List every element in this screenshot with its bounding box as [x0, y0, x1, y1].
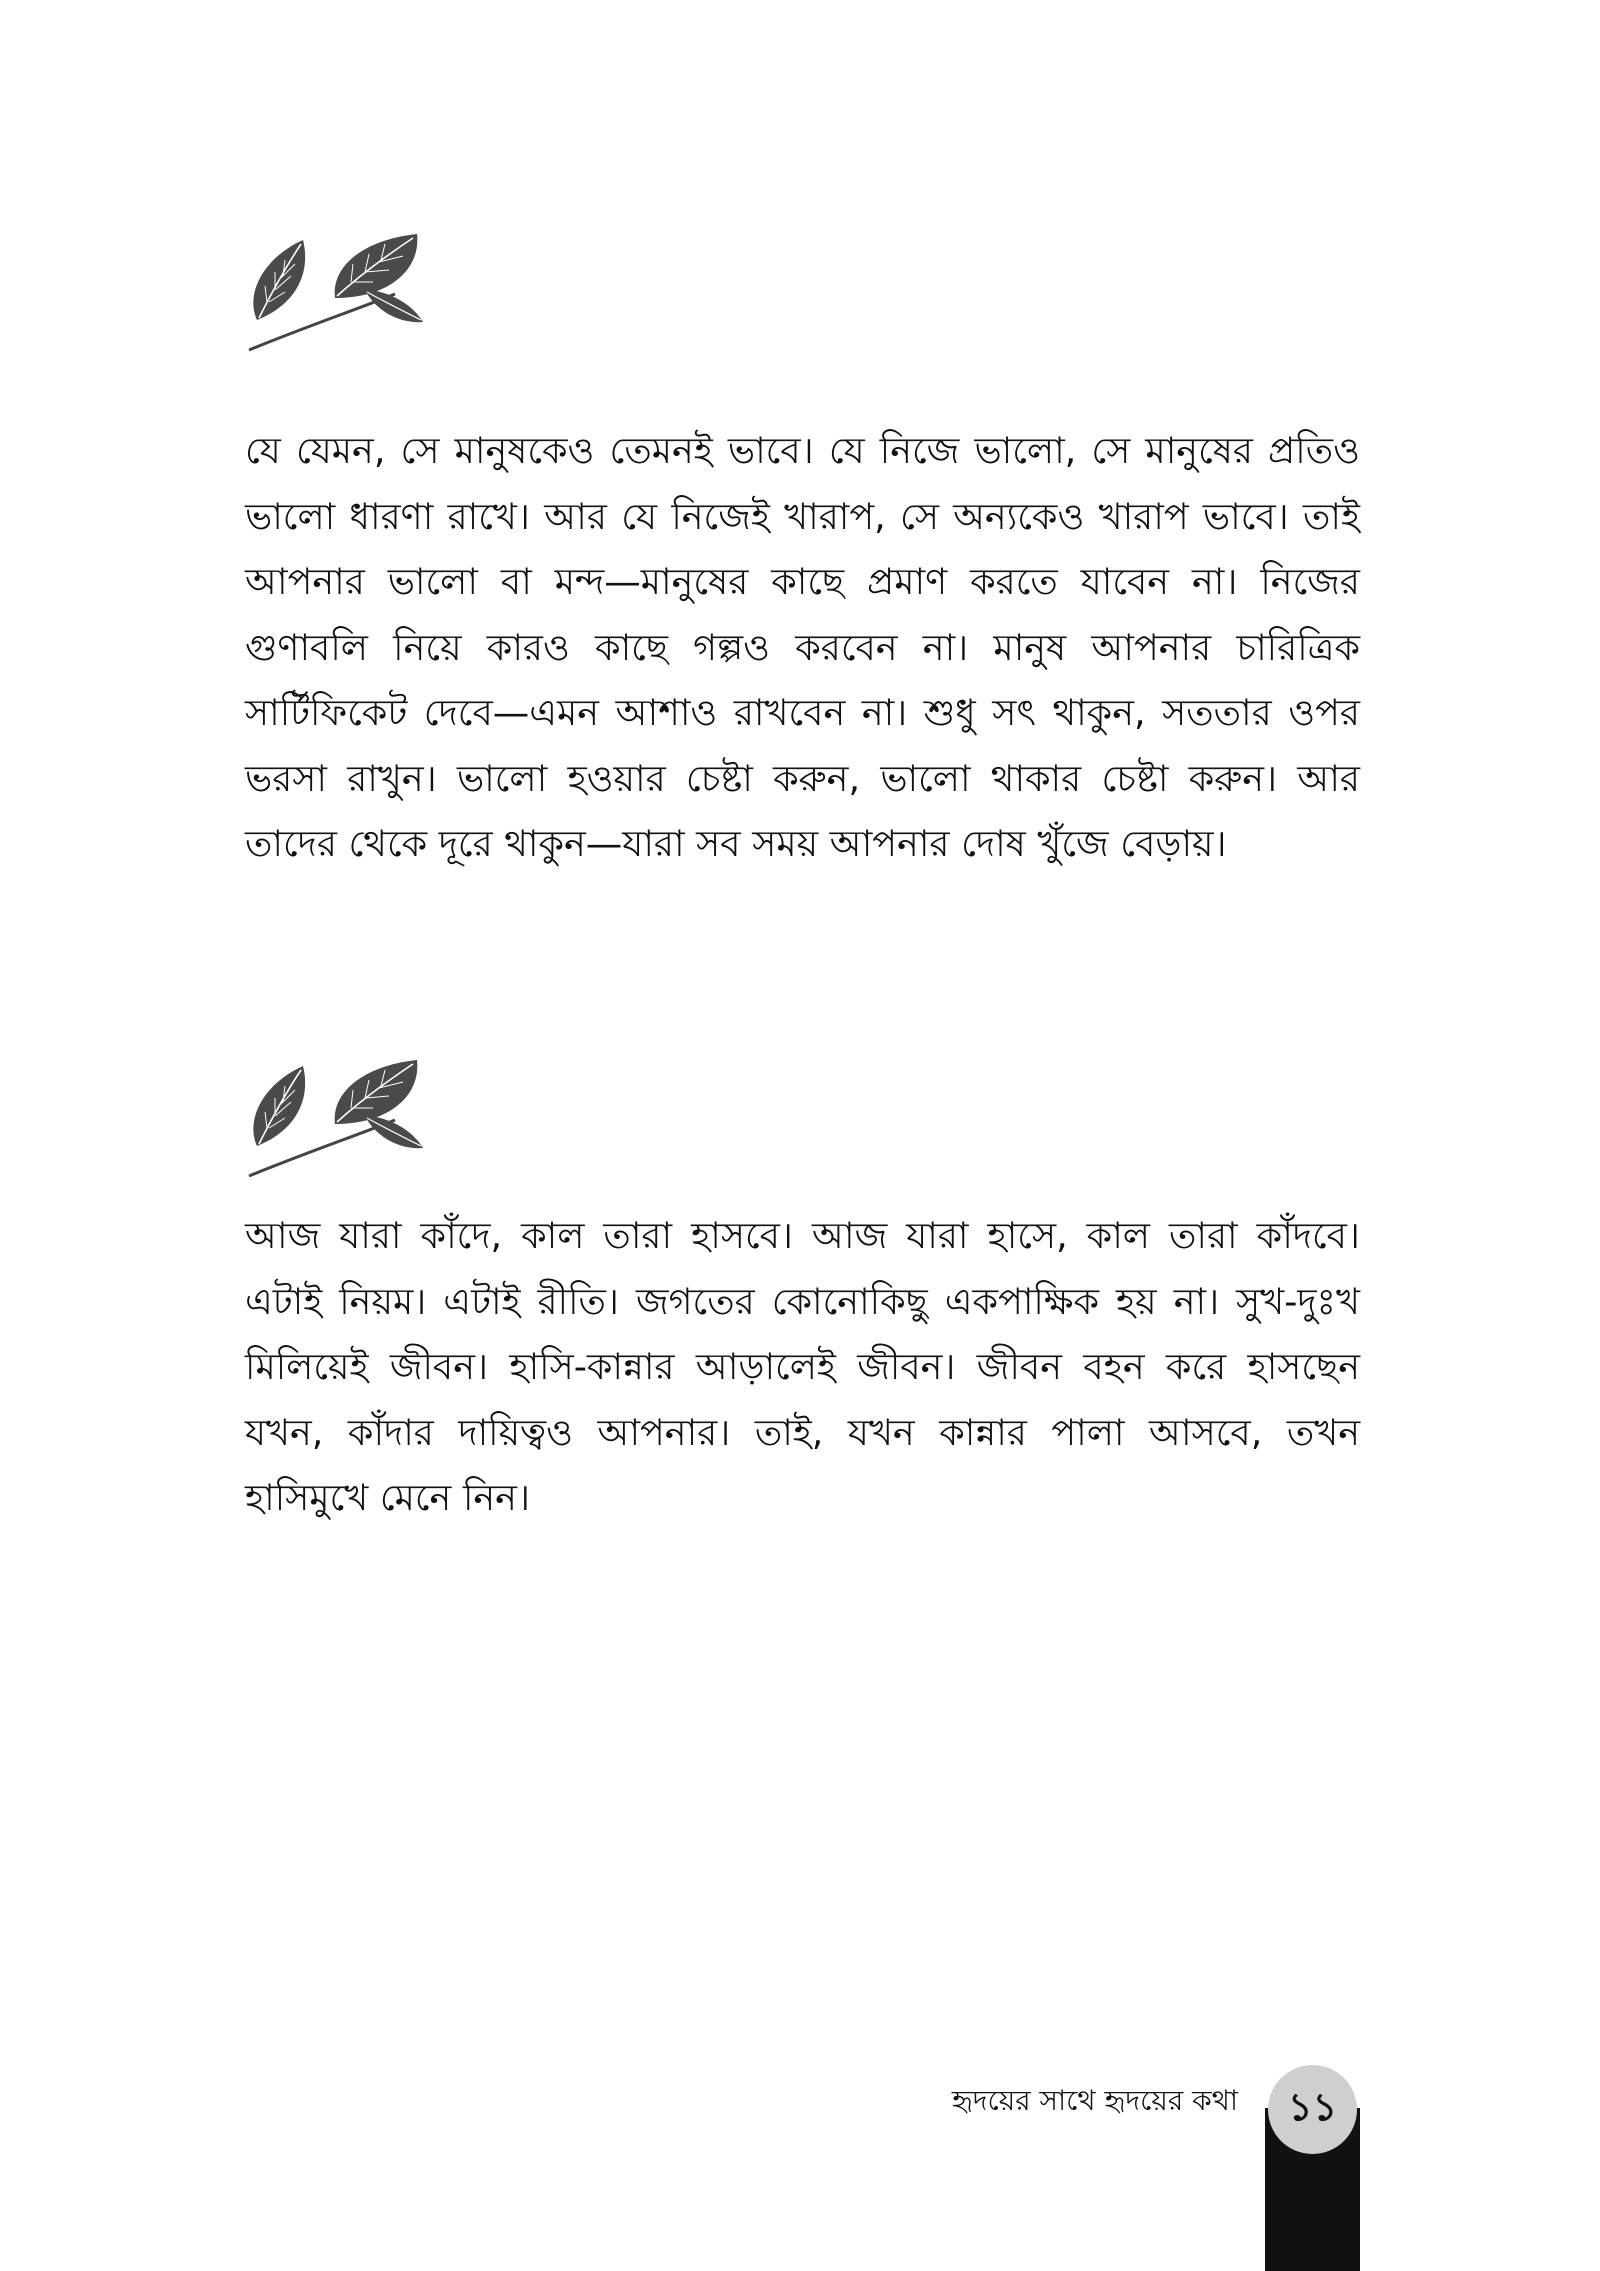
leaf-sprig-icon — [245, 232, 435, 357]
paragraph-1: যে যেমন, সে মানুষকেও তেমনই ভাবে। যে নিজে ভালো, সে মানুষের প্রতিও ভালো ধারণা রাখে। আর যে নিজেই খারাপ, সে অন্যকেও খারাপ ভাবে। তাই আপনার ভালো বা মন্দ—মানুষের কাছে প্রমাণ করতে যাবেন না। নিজের গুণাবলি নিয়ে কারও কাছে গল্পও করবেন না। মানুষ আপনার চারিত্রিক সার্টিফিকেট দেবে—এমন আশাও রাখবেন না। শুধু সৎ থাকুন, সততার ওপর ভরসা রাখুন। ভালো হওয়ার চেষ্টা করুন, ভালো থাকার চেষ্টা করুন। আর তাদের থেকে দূরে থাকুন—যারা সব সময় আপনার দোষ খুঁজে বেড়ায়। — [245, 429, 1360, 865]
leaf-sprig-icon — [245, 1058, 435, 1183]
running-footer-title: হৃদয়ের সাথে হৃদয়ের কথা — [951, 2084, 1238, 2117]
paragraph-2: আজ যারা কাঁদে, কাল তারা হাসবে। আজ যারা হাসে, কাল তারা কাঁদবে। এটাই নিয়ম। এটাই রীতি। জগতের কোনোকিছু একপাক্ষিক হয় না। সুখ-দুঃখ মিলিয়েই জীবন। হাসি-কান্নার আড়ালেই জীবন। জীবন বহন করে হাসছেন যখন, কাঁদার দায়িত্বও আপনার। তাই, যখন কান্নার পালা আসবে, তখন হাসিমুখে মেনে নিন। — [245, 1214, 1360, 1519]
page-number-badge: ১১ — [1268, 2065, 1357, 2154]
